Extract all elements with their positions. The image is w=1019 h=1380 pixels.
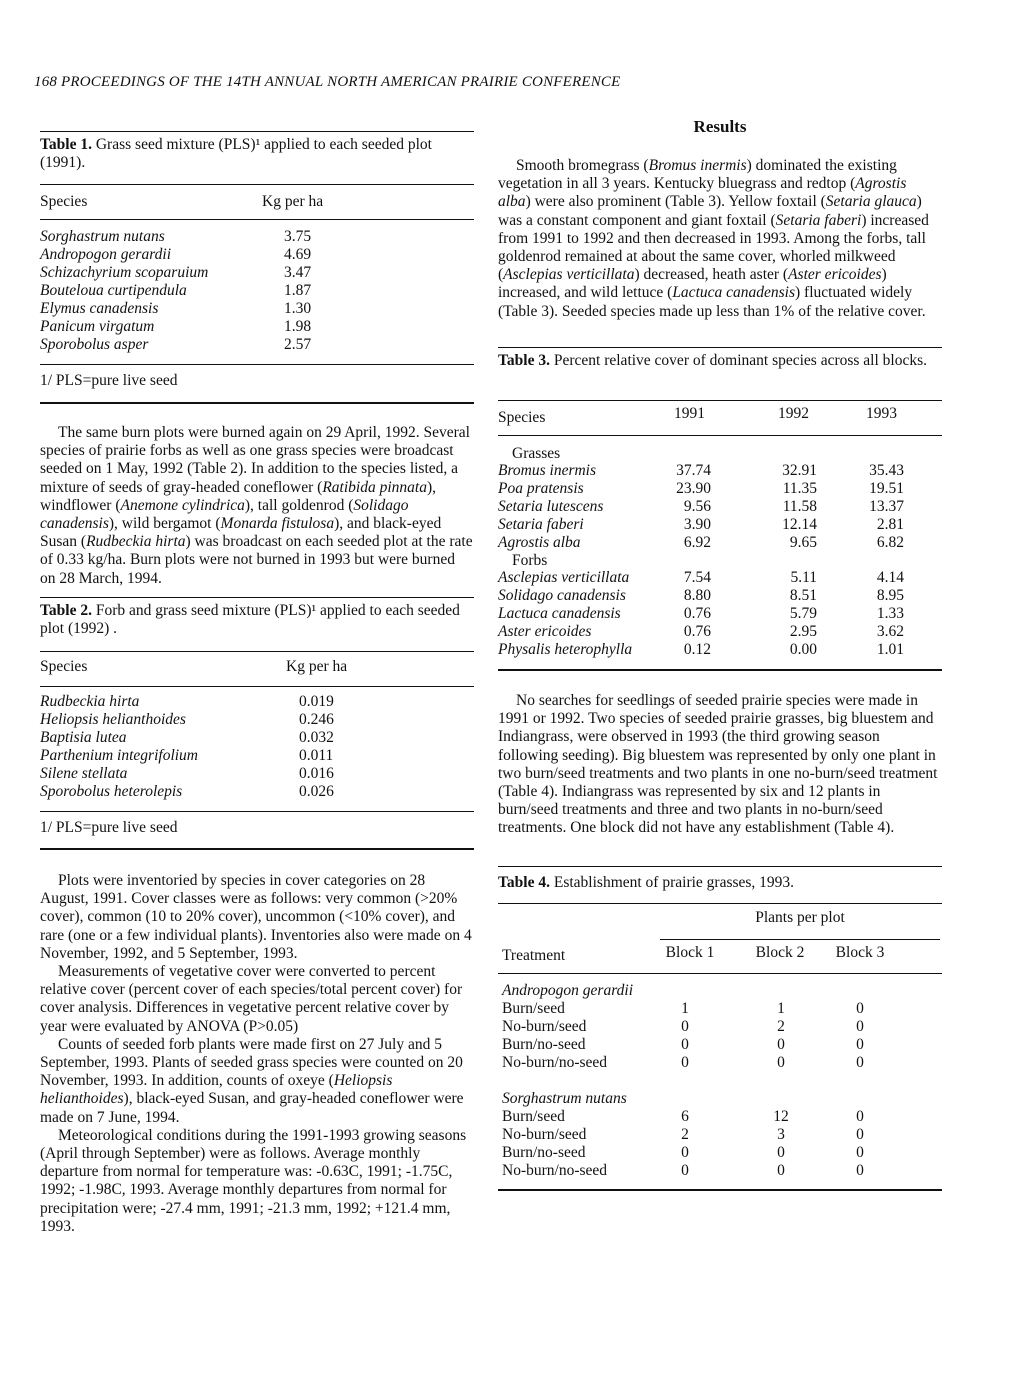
table3-header-rule — [498, 400, 942, 401]
table-row-species: Physalis heterophylla — [498, 641, 633, 658]
table2-bottom-rule — [40, 848, 474, 850]
paragraph-text: Plots were inventoried by species in cover categories on 28 August, 1991. Cover classes were as follows: very common (>20% cover), common (10 to 20% cover), uncommon (<10% cover), and rare (one or a few individual plants). Inventories also were made on 4 November, 1992, and 5 September, 1993. — [40, 872, 472, 962]
table-cell-block2: 1 — [777, 1000, 785, 1017]
table4-col-group: Plants per plot — [755, 909, 845, 926]
table-row-value: 1.87 — [284, 282, 312, 299]
table-row-value: 3.75 — [284, 228, 312, 245]
body-paragraph-1 — [40, 424, 474, 588]
table-cell-1991: 9.56 — [683, 498, 711, 515]
table1-footnote: 1/ PLS=pure live seed — [40, 372, 178, 389]
table1-header-rule — [40, 184, 474, 185]
table-cell-1991: 3.90 — [683, 516, 711, 533]
table4-group-rule — [660, 939, 940, 940]
table4-col-treatment: Treatment — [502, 947, 566, 964]
table-row-species: Baptisia lutea — [40, 729, 127, 746]
table-cell-1993: 2.81 — [876, 516, 904, 533]
table-row-treatment: No-burn/seed — [502, 1018, 587, 1035]
table-cell-block2: 0 — [777, 1036, 785, 1053]
table-row-value: 3.47 — [284, 264, 312, 281]
table4-bottom-rule — [498, 1189, 942, 1191]
table-cell-1993: 4.14 — [876, 569, 904, 586]
table-cell-1993: 19.51 — [869, 480, 904, 497]
table-row-species: Poa pratensis — [498, 480, 584, 497]
table-cell-block2: 0 — [777, 1054, 785, 1071]
table4-col-block3: Block 3 — [835, 944, 885, 961]
table-row-species: Sporobolus heterolepis — [40, 783, 183, 800]
table-row-species: Agrostis alba — [498, 534, 581, 551]
table-cell-block3: 0 — [856, 1000, 864, 1017]
table3-caption — [498, 352, 942, 370]
table-row-species: Silene stellata — [40, 765, 128, 782]
table-cell-block2: 0 — [777, 1162, 785, 1179]
table-cell-block3: 0 — [856, 1054, 864, 1071]
table-cell-1992: 2.95 — [789, 623, 817, 640]
table3-col-1992: 1992 — [778, 405, 809, 422]
table-cell-1992: 11.58 — [782, 498, 817, 515]
paragraph-text: Measurements of vegetative cover were converted to percent relative cover (percent cover of each species/total percent cover) for cover analysis. Differences in vegetative percent relative cover by year were evaluated by ANOVA (P>0.05) — [40, 963, 463, 1035]
table4-top-rule — [498, 866, 942, 867]
table4-col-block1: Block 1 — [665, 944, 715, 961]
table-cell-block1: 0 — [681, 1144, 689, 1161]
table-cell-block3: 0 — [856, 1162, 864, 1179]
table2-body-rule — [40, 686, 474, 687]
table1-top-rule — [40, 131, 474, 132]
table-row-species: Sporobolus asper — [40, 336, 149, 353]
table4-caption-text: Establishment of prairie grasses, 1993. — [553, 874, 795, 891]
table-cell-1992: 5.79 — [789, 605, 817, 622]
table4-label: Table 4. — [498, 874, 550, 891]
table-row-species: Bromus inermis — [498, 462, 597, 479]
table-row-species: Parthenium integrifolium — [40, 747, 199, 764]
table-cell-1992: 5.11 — [790, 569, 817, 586]
table-row-treatment: Burn/seed — [502, 1108, 565, 1125]
table-row-species: Solidago canadensis — [498, 587, 626, 604]
table-cell-1991: 0.76 — [683, 623, 711, 640]
table-cell-1993: 13.37 — [869, 498, 904, 515]
paragraph-text: Meteorological conditions during the 1991-1993 growing seasons (April through September) were as follows. Average monthly departure from normal for temperature was: -0.63C, 1991; -1.75C, 1992; -1.98C, 1993. Average monthly departures from normal for precipitation were; -27.4 mm, 1991; -21.3 mm, 1992; +121.4 mm, 1993. — [40, 1126, 467, 1235]
table-cell-1993: 6.82 — [876, 534, 904, 551]
table-row-treatment: No-burn/no-seed — [502, 1054, 608, 1071]
table-cell-block3: 0 — [856, 1018, 864, 1035]
table3-col-1993: 1993 — [866, 405, 897, 422]
methods-paragraphs — [40, 872, 474, 1236]
table2-caption — [40, 602, 474, 638]
table-row-species: Bouteloua curtipendula — [40, 282, 187, 299]
table1-label: Table 1. — [40, 136, 92, 153]
table-cell-1993: 8.95 — [876, 587, 904, 604]
table-cell-1992: 9.65 — [789, 534, 817, 551]
table2-header-rule — [40, 651, 474, 652]
table-cell-1992: 12.14 — [782, 516, 817, 533]
table1-col-species: Species — [40, 193, 88, 210]
table1-caption-text: Grass seed mixture (PLS)¹ applied to each seeded plot (1991). — [40, 136, 432, 171]
table-cell-1993: 1.01 — [876, 641, 904, 658]
table-cell-1991: 6.92 — [683, 534, 711, 551]
table2-top-rule — [40, 597, 474, 598]
table-cell-block1: 0 — [681, 1162, 689, 1179]
table3-col-species: Species — [498, 409, 546, 426]
table-cell-1991: 8.80 — [683, 587, 711, 604]
table-row-species: Panicum virgatum — [40, 318, 155, 335]
table2-label: Table 2. — [40, 602, 92, 619]
table-row-value: 2.57 — [284, 336, 312, 353]
table-row-value: 0.016 — [299, 765, 334, 782]
table-row-treatment: No-burn/seed — [502, 1126, 587, 1143]
table2-col-kg: Kg per ha — [286, 658, 348, 675]
table-row-value: 4.69 — [284, 246, 312, 263]
paragraph-text: Counts of seeded forb plants were made first on 27 July and 5 September, 1993. Plants of seeded grass species were counted on 20 November, 1993. In addition, counts of oxeye (Heliopsis helianthoides), black-eyed Susan, and gray-headed coneflower were made on 7 June, 1994. — [40, 1035, 464, 1126]
table-cell-block3: 0 — [856, 1108, 864, 1125]
results-paragraph-1 — [498, 157, 942, 321]
table-row-value: 0.026 — [299, 783, 334, 800]
table-row-species: Heliopsis helianthoides — [40, 711, 186, 728]
table-cell-1991: 0.76 — [683, 605, 711, 622]
table-row-treatment: Burn/no-seed — [502, 1036, 586, 1053]
table-cell-block2: 12 — [773, 1108, 789, 1125]
table-row-species: Schizachyrium scoparuium — [40, 264, 209, 281]
table-cell-1993: 1.33 — [876, 605, 904, 622]
table-row-treatment: Burn/no-seed — [502, 1144, 586, 1161]
table-cell-block1: 0 — [681, 1054, 689, 1071]
table4-body-rule — [498, 973, 942, 974]
table-cell-1993: 3.62 — [876, 623, 904, 640]
table-row-species: Elymus canadensis — [40, 300, 159, 317]
table-cell-block2: 3 — [777, 1126, 785, 1143]
table3-label: Table 3. — [498, 352, 550, 369]
table-cell-block3: 0 — [856, 1126, 864, 1143]
running-header: 168 PROCEEDINGS OF THE 14TH ANNUAL NORTH AMERICAN PRAIRIE CONFERENCE — [34, 74, 621, 90]
table-row-value: 1.30 — [284, 300, 312, 317]
table3-col-1991: 1991 — [674, 405, 705, 422]
table-row-value: 0.032 — [299, 729, 334, 746]
results-heading: Results — [693, 117, 747, 136]
table-cell-1991: 0.12 — [683, 641, 711, 658]
table3-group-grasses: Grasses — [512, 445, 561, 462]
results-paragraph-2 — [498, 692, 942, 838]
table-row-species: Sorghastrum nutans — [40, 228, 165, 245]
table-row-species: Aster ericoides — [498, 623, 592, 640]
table-cell-block1: 1 — [681, 1000, 689, 1017]
table-cell-1992: 0.00 — [789, 641, 817, 658]
table-cell-block1: 0 — [681, 1018, 689, 1035]
table-row-species: Lactuca canadensis — [498, 605, 621, 622]
table2-foot-rule — [40, 811, 474, 812]
table1-foot-rule — [40, 364, 474, 365]
table3-bottom-rule — [498, 669, 942, 671]
table-cell-block1: 2 — [681, 1126, 689, 1143]
table3-group-forbs: Forbs — [512, 552, 548, 569]
table-cell-1991: 23.90 — [676, 480, 711, 497]
table2-caption-text: Forb and grass seed mixture (PLS)¹ applied to each seeded plot (1992) . — [40, 602, 460, 637]
paragraph-text: No searches for seedlings of seeded prairie species were made in 1991 or 1992. Two species of seeded prairie grasses, big bluestem and Indiangrass, were observed in 1993 (the third growing season following seeding). Big bluestem was represented by only one plant in two burn/seed treatments and two plants in one no-burn/seed treatment (Table 4). Indiangrass was represented by six and 12 plants in burn/seed treatments and three and two plants in no-burn/seed treatments. One block did not have any establishment (Table 4). — [498, 692, 938, 837]
table4-col-block2: Block 2 — [755, 944, 805, 961]
table-row-treatment: No-burn/no-seed — [502, 1162, 608, 1179]
table-group-species: Andropogon gerardii — [502, 982, 634, 999]
table-cell-block1: 0 — [681, 1036, 689, 1053]
table-cell-block2: 2 — [777, 1018, 785, 1035]
table-row-species: Rudbeckia hirta — [40, 693, 140, 710]
table1-body-rule — [40, 219, 474, 220]
table-row-value: 0.246 — [299, 711, 334, 728]
table2-footnote: 1/ PLS=pure live seed — [40, 819, 178, 836]
table-row-value: 0.011 — [299, 747, 334, 764]
table1-bottom-rule — [40, 402, 474, 404]
table-group-species: Sorghastrum nutans — [502, 1090, 627, 1107]
paragraph-text: Smooth bromegrass (Bromus inermis) dominated the existing vegetation in all 3 years. Kentucky bluegrass and redtop (Agrostis alba) were also prominent (Table 3). Yellow foxtail (Setaria glauca) was a constant component and giant foxtail (Setaria faberi) increased from 1991 to 1992 and then decreased in 1993. Among the forbs, tall goldenrod remained at about the same cover, whorled milkweed (Asclepias verticillata) decreased, heath aster (Aster ericoides) increased, and wild lettuce (Lactuca canadensis) fluctuated widely (Table 3). Seeded species made up less than 1% of the relative cover. — [498, 157, 929, 320]
table-cell-1992: 32.91 — [782, 462, 817, 479]
table-cell-block3: 0 — [856, 1036, 864, 1053]
table-cell-block3: 0 — [856, 1144, 864, 1161]
table2-col-species: Species — [40, 658, 88, 675]
table-cell-1991: 7.54 — [683, 569, 711, 586]
table-row-species: Setaria faberi — [498, 516, 584, 533]
table-cell-1991: 37.74 — [676, 462, 711, 479]
table-row-species: Asclepias verticillata — [498, 569, 630, 586]
table-cell-1993: 35.43 — [869, 462, 904, 479]
table-row-value: 1.98 — [284, 318, 312, 335]
table1-col-kg: Kg per ha — [262, 193, 324, 210]
table-row-species: Andropogon gerardii — [40, 246, 172, 263]
table4-caption — [498, 874, 942, 892]
table4-header-rule — [498, 903, 942, 904]
table3-caption-text: Percent relative cover of dominant species across all blocks. — [553, 352, 928, 369]
table-cell-block2: 0 — [777, 1144, 785, 1161]
paragraph-text: The same burn plots were burned again on 29 April, 1992. Several species of prairie forbs as well as one grass species were broadcast seeded on 1 May, 1992 (Table 2). In addition to the species listed, a mixture of seeds of gray-headed coneflower (Ratibida pinnata), windflower (Anemone cylindrica), tall goldenrod (Solidago canadensis), wild bergamot (Monarda fistulosa), and black-eyed Susan (Rudbeckia hirta) was broadcast on each seeded plot at the rate of 0.33 kg/ha. Burn plots were not burned in 1993 but were burned on 28 March, 1994. — [40, 424, 473, 587]
table-cell-block1: 6 — [681, 1108, 689, 1125]
table-row-species: Setaria lutescens — [498, 498, 604, 515]
table-row-value: 0.019 — [299, 693, 334, 710]
table3-body-rule — [498, 435, 942, 436]
table-cell-1992: 8.51 — [789, 587, 817, 604]
table1-caption — [40, 136, 474, 172]
table-row-treatment: Burn/seed — [502, 1000, 565, 1017]
table3-top-rule — [498, 347, 942, 348]
table-cell-1992: 11.35 — [782, 480, 817, 497]
